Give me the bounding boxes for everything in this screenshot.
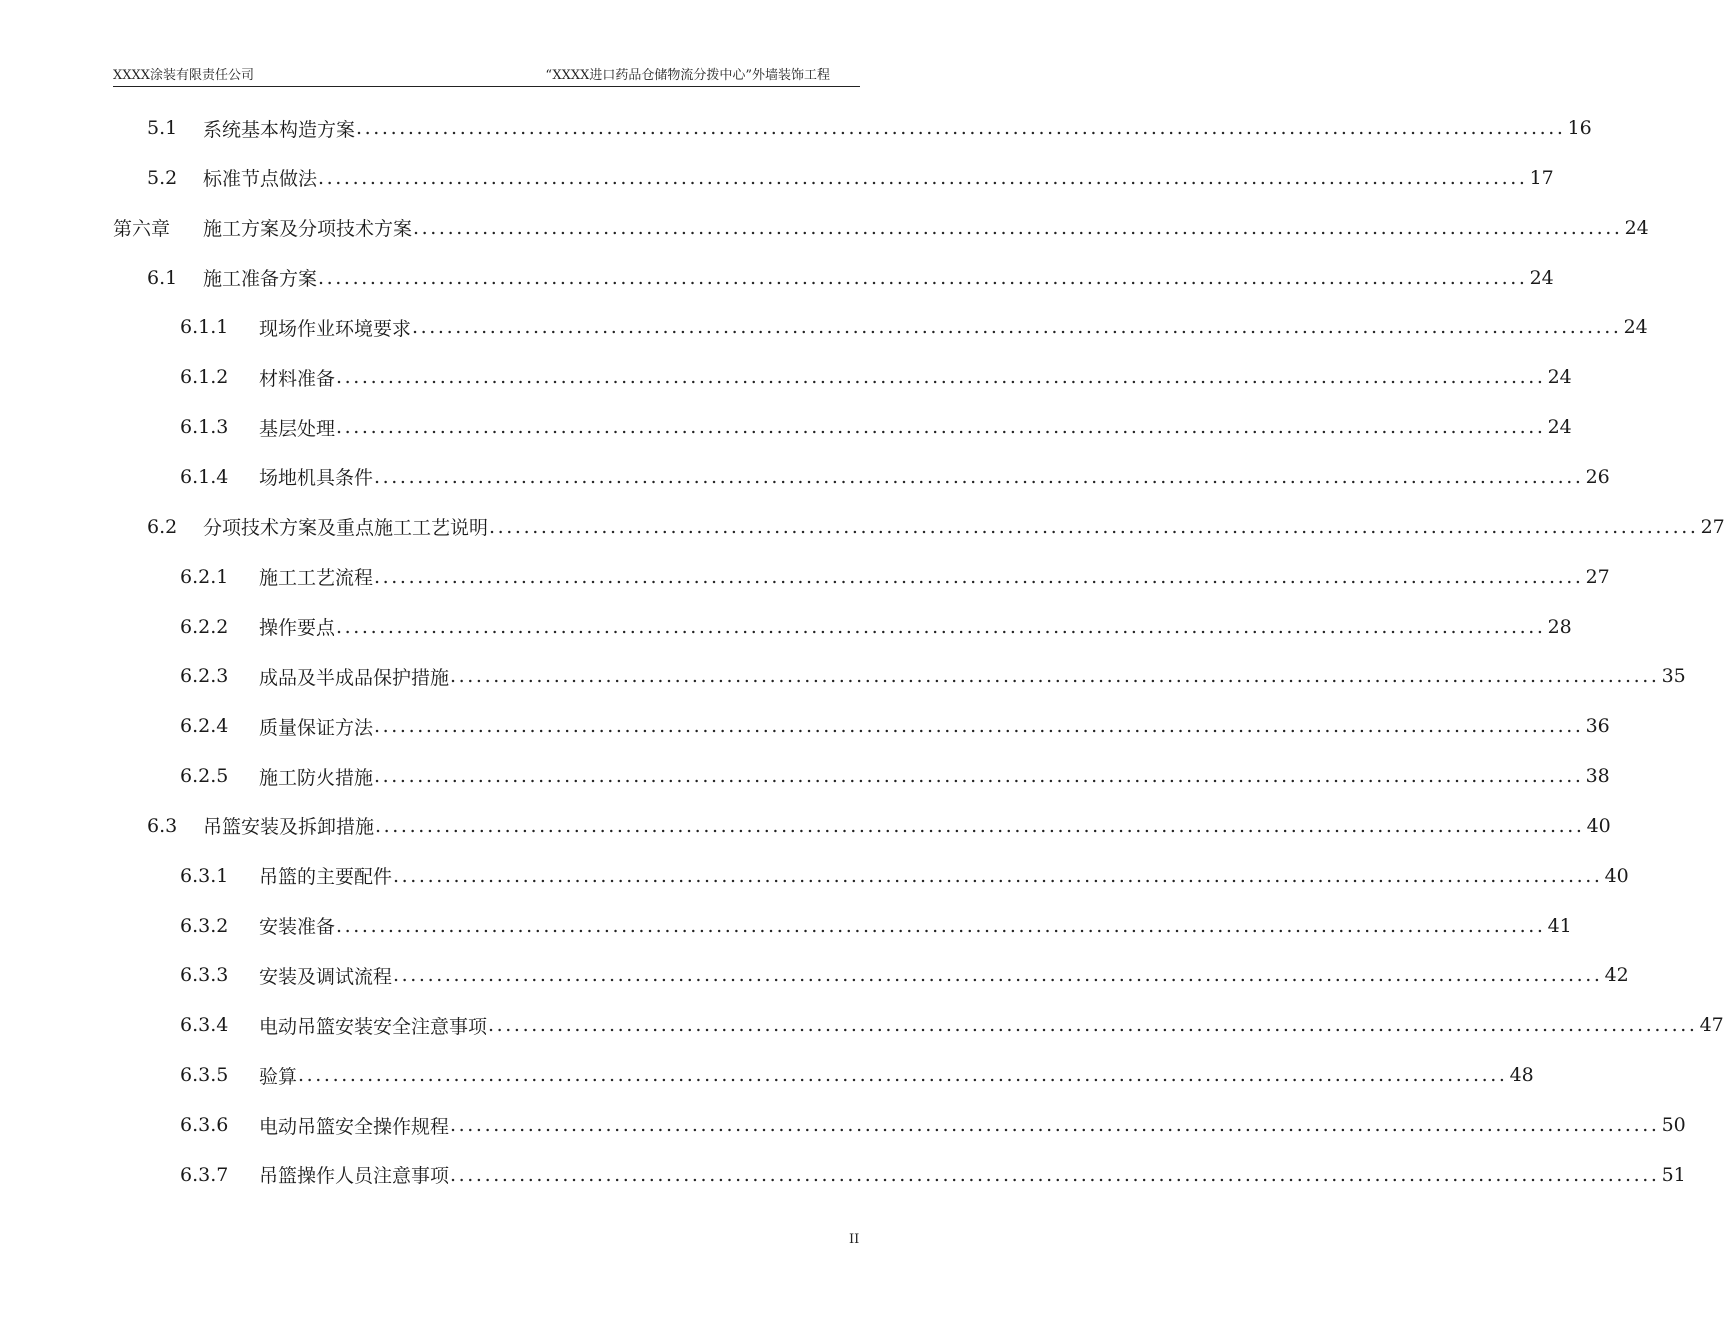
toc-dot-leader: ............................................................................................................................................ (393, 964, 1603, 987)
toc-dot-leader: ............................................................................................................................................ (450, 1163, 1660, 1186)
toc-entry-title: 场地机具条件 (259, 467, 374, 490)
toc-entry-title: 安装及调试流程 (259, 965, 393, 988)
toc-entry-number: 6.3.1 (180, 864, 229, 887)
toc-entry[interactable] (180, 950, 1629, 1000)
toc-entry-number: 6.2.4 (180, 715, 229, 738)
toc-entry-number: 6.2.1 (180, 565, 229, 588)
toc-entry-number: 5.1 (147, 117, 178, 139)
toc-entry-page: 26 (1585, 465, 1610, 488)
toc-entry[interactable] (147, 103, 1592, 153)
toc-entry-title: 操作要点 (259, 617, 336, 639)
toc-entry-title: 吊篮的主要配件 (259, 866, 393, 889)
toc-dot-leader: ............................................................................................................................................ (393, 864, 1603, 887)
toc-entry-page: 36 (1585, 715, 1610, 738)
toc-entry-page: 47 (1699, 1014, 1724, 1037)
toc-entry-title: 基层处理 (259, 417, 336, 440)
toc-entry-number: 6.3.6 (180, 1114, 229, 1136)
toc-entry-number: 6.3.3 (180, 964, 229, 987)
toc-dot-leader: ............................................................................................................................................ (336, 615, 1546, 638)
toc-entry[interactable] (180, 901, 1572, 951)
toc-entry-title: 施工工艺流程 (259, 567, 374, 590)
toc-dot-leader: ............................................................................................................................................ (450, 665, 1660, 688)
toc-dot-leader: ............................................................................................................................................ (374, 565, 1584, 588)
toc-entry[interactable] (180, 602, 1572, 652)
toc-entry-title: 现场作业环境要求 (259, 317, 412, 340)
header-divider (113, 86, 860, 87)
toc-entry[interactable] (180, 1100, 1686, 1150)
toc-entry-number: 6.2.5 (180, 765, 229, 788)
toc-entry-title: 施工防火措施 (259, 766, 374, 789)
toc-entry[interactable] (113, 203, 1649, 253)
toc-entry-title: 施工准备方案 (203, 268, 318, 291)
toc-entry-title: 电动吊篮安全操作规程 (259, 1115, 450, 1138)
toc-entry-number: 6.3.7 (180, 1163, 229, 1186)
toc-entry-page: 24 (1623, 316, 1648, 339)
toc-entry[interactable] (180, 1150, 1686, 1200)
page-header (113, 66, 860, 86)
toc-entry-number: 6.3.5 (180, 1064, 229, 1087)
toc-entry-title: 材料准备 (259, 367, 336, 390)
toc-dot-leader: ............................................................................................................................................ (488, 1014, 1698, 1037)
toc-entry[interactable] (147, 253, 1554, 303)
toc-entry-page: 24 (1547, 366, 1572, 389)
header-company-name: XXXX涂装有限责任公司 (113, 68, 255, 83)
toc-entry[interactable] (180, 452, 1610, 502)
toc-entry-page: 48 (1509, 1064, 1534, 1087)
toc-entry-number: 6.2.3 (180, 665, 229, 688)
toc-entry-number: 6.1.1 (180, 316, 229, 339)
toc-entry-number: 6.3.2 (180, 914, 229, 937)
toc-entry[interactable] (180, 1050, 1534, 1100)
header-project-title: “XXXX进口药品仓储物流分拨中心”外墙装饰工程 (545, 68, 830, 83)
toc-entry-page: 35 (1661, 665, 1686, 688)
toc-entry-page: 38 (1585, 765, 1610, 788)
toc-entry-title: 标准节点做法 (203, 168, 318, 191)
toc-entry[interactable] (147, 153, 1554, 203)
toc-dot-leader: ............................................................................................................................................ (374, 465, 1584, 488)
toc-entry[interactable] (180, 352, 1572, 402)
toc-dot-leader: ............................................................................................................................................ (356, 117, 1566, 139)
toc-dot-leader: ............................................................................................................................................ (374, 715, 1584, 738)
toc-entry-number: 5.2 (147, 166, 178, 189)
toc-dot-leader: ............................................................................................................................................ (413, 216, 1623, 239)
toc-entry[interactable] (180, 751, 1610, 801)
toc-entry-number: 6.2.2 (180, 615, 229, 638)
toc-entry-page: 41 (1547, 914, 1572, 937)
toc-entry-page: 40 (1604, 864, 1629, 887)
toc-entry-page: 27 (1585, 565, 1610, 588)
toc-entry[interactable] (147, 801, 1611, 851)
toc-entry-page: 24 (1547, 416, 1572, 439)
toc-entry-title: 电动吊篮安装安全注意事项 (259, 1015, 488, 1038)
toc-entry-title: 质量保证方法 (259, 716, 374, 739)
toc-entry[interactable] (147, 502, 1725, 552)
page-number: II (849, 1232, 860, 1247)
toc-dot-leader: ............................................................................................................................................ (450, 1114, 1660, 1136)
toc-entry-title: 分项技术方案及重点施工工艺说明 (203, 517, 489, 540)
toc-entry-number: 6.3 (147, 814, 178, 837)
toc-dot-leader: ............................................................................................................................................ (336, 416, 1546, 439)
toc-entry[interactable] (180, 552, 1610, 602)
toc-dot-leader: ............................................................................................................................................ (375, 814, 1585, 837)
toc-entry-page: 42 (1604, 964, 1629, 987)
toc-entry-title: 安装准备 (259, 916, 336, 939)
toc-entry-page: 24 (1624, 216, 1649, 239)
toc-entry[interactable] (180, 402, 1572, 452)
toc-entry[interactable] (180, 851, 1629, 901)
toc-entry-title: 吊篮操作人员注意事项 (259, 1165, 450, 1188)
toc-entry-page: 17 (1529, 166, 1554, 189)
toc-entry-title: 验算 (259, 1065, 298, 1088)
toc-entry-page: 40 (1586, 814, 1611, 837)
toc-entry-title: 系统基本构造方案 (203, 118, 356, 141)
toc-dot-leader: ............................................................................................................................................ (336, 914, 1546, 937)
toc-entry-page: 16 (1567, 117, 1592, 139)
toc-dot-leader: ............................................................................................................................................ (318, 266, 1528, 289)
toc-dot-leader: ............................................................................................................................................ (298, 1064, 1508, 1087)
toc-entry-page: 28 (1547, 615, 1572, 638)
toc-entry-title: 吊篮安装及拆卸措施 (203, 816, 375, 839)
toc-entry-title: 成品及半成品保护措施 (259, 666, 450, 689)
toc-entry-page: 51 (1661, 1163, 1686, 1186)
toc-dot-leader: ............................................................................................................................................ (336, 366, 1546, 389)
toc-entry-number: 6.1.4 (180, 465, 229, 488)
toc-entry-number: 6.1.2 (180, 366, 229, 389)
toc-entry-number: 6.3.4 (180, 1014, 229, 1037)
toc-entry-number: 6.1 (147, 266, 178, 289)
toc-entry-number: 第六章 (113, 218, 171, 241)
toc-entry[interactable] (180, 701, 1610, 751)
toc-entry[interactable] (180, 651, 1686, 701)
toc-entry[interactable] (180, 1000, 1724, 1050)
toc-entry[interactable] (180, 302, 1648, 352)
toc-entry-title: 施工方案及分项技术方案 (203, 218, 413, 241)
toc-entry-number: 6.2 (147, 515, 178, 538)
toc-entry-page: 27 (1700, 515, 1725, 538)
toc-entry-number: 6.1.3 (180, 416, 229, 439)
toc-dot-leader: ............................................................................................................................................ (412, 316, 1622, 339)
toc-entry-page: 50 (1661, 1114, 1686, 1136)
toc-dot-leader: ............................................................................................................................................ (489, 515, 1699, 538)
toc-entry-page: 24 (1529, 266, 1554, 289)
toc-dot-leader: ............................................................................................................................................ (318, 166, 1528, 189)
toc-dot-leader: ............................................................................................................................................ (374, 765, 1584, 788)
